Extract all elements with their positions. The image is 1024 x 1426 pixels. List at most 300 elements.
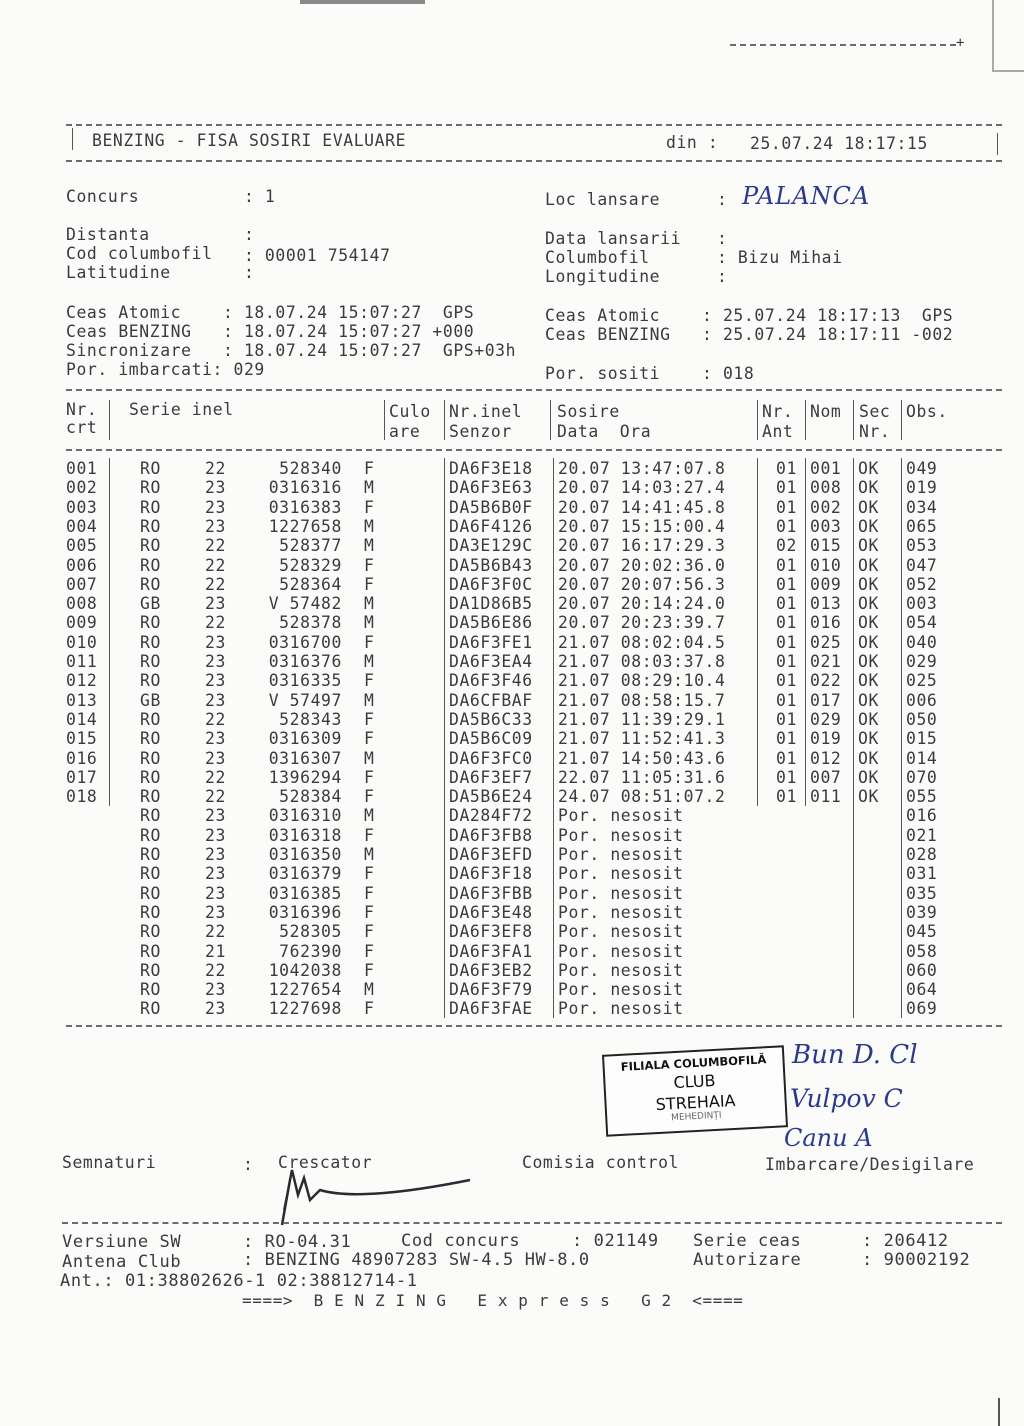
signature-comisia-label: Comisia control bbox=[522, 1153, 680, 1172]
cell-country: RO bbox=[140, 806, 161, 826]
cell-country: RO bbox=[140, 497, 161, 517]
cell-year: 22 bbox=[205, 922, 226, 942]
col-culoare-2: are bbox=[389, 422, 421, 441]
cell-arrival: 20.07 20:14:24.0 bbox=[558, 594, 726, 614]
cell-sensor: DA6F3FA1 bbox=[449, 941, 533, 961]
cell-arrival: 21.07 08:03:37.8 bbox=[558, 652, 726, 671]
right-ceas-benzing: Ceas BENZING : 25.07.24 18:17:11 -002 bbox=[545, 325, 954, 344]
cell-country: RO bbox=[140, 516, 161, 536]
cell-ring-number: 1227658 bbox=[258, 516, 342, 536]
cell-crt: 006 bbox=[66, 555, 98, 575]
footer-top-line bbox=[62, 1222, 1002, 1224]
cell-nom: 021 bbox=[810, 652, 842, 671]
stamp-line-3: STREHAIA bbox=[655, 1090, 736, 1115]
header-bottom-line bbox=[66, 160, 1002, 162]
cell-sec: OK bbox=[858, 478, 879, 498]
hdr-div-serie bbox=[384, 400, 385, 440]
cell-year: 23 bbox=[205, 516, 226, 536]
body-div-crt bbox=[109, 458, 110, 806]
cell-arrival: 21.07 11:39:29.1 bbox=[558, 709, 726, 729]
cell-nom: 009 bbox=[810, 574, 842, 594]
cell-sex: F bbox=[364, 883, 375, 903]
cell-arrival: 20.07 20:02:36.0 bbox=[558, 555, 726, 575]
cell-country: RO bbox=[140, 999, 161, 1019]
cell-year: 23 bbox=[205, 632, 226, 652]
cell-ring-number: 0316307 bbox=[258, 748, 342, 768]
cell-sensor: DA6F3F18 bbox=[449, 864, 533, 884]
cell-sensor: DA6F3F46 bbox=[449, 671, 533, 691]
hdr-div-sec bbox=[901, 400, 902, 440]
cell-year: 23 bbox=[205, 980, 226, 1000]
plus-mark: + bbox=[956, 35, 965, 51]
latitudine-value: : bbox=[244, 263, 255, 282]
body-div-senzor bbox=[553, 458, 554, 1018]
cell-year: 23 bbox=[205, 478, 226, 498]
cell-sex: M bbox=[364, 980, 375, 1000]
cell-arrival: 20.07 16:17:29.3 bbox=[558, 536, 726, 556]
col-sec-2: Nr. bbox=[859, 422, 891, 441]
cell-arrival: Por. nesosit bbox=[558, 922, 684, 942]
cell-ring-number: 0316335 bbox=[258, 671, 342, 691]
cell-sex: F bbox=[364, 787, 375, 807]
cell-obs: 050 bbox=[906, 709, 938, 729]
cell-year: 22 bbox=[205, 574, 226, 594]
cell-sex: F bbox=[364, 767, 375, 787]
cell-ring-number: 528305 bbox=[258, 922, 342, 942]
cell-ring-number: 0316316 bbox=[258, 478, 342, 498]
data-lansarii-label: Data lansarii bbox=[545, 229, 682, 248]
cell-country: RO bbox=[140, 864, 161, 884]
cell-nom: 029 bbox=[810, 709, 842, 729]
cell-year: 22 bbox=[205, 767, 226, 787]
col-nr-ant-2: Ant bbox=[762, 422, 794, 441]
col-nom: Nom bbox=[810, 402, 842, 421]
cell-sensor: DA5B6E24 bbox=[449, 787, 533, 807]
cell-obs: 060 bbox=[906, 960, 938, 980]
cod-concurs-value: : 021149 bbox=[572, 1231, 659, 1251]
cell-year: 21 bbox=[205, 941, 226, 961]
cell-ring-number: V 57482 bbox=[268, 594, 342, 614]
cell-crt: 007 bbox=[66, 574, 98, 594]
cell-antenna: 01 bbox=[776, 787, 797, 807]
cell-year: 23 bbox=[205, 864, 226, 884]
cell-ring-number: 0316318 bbox=[258, 825, 342, 845]
cell-sex: F bbox=[364, 864, 375, 884]
cell-obs: 049 bbox=[906, 459, 938, 478]
hdr-div-culoare bbox=[444, 400, 445, 440]
cell-country: GB bbox=[140, 690, 161, 710]
cell-country: RO bbox=[140, 883, 161, 903]
cell-antenna: 01 bbox=[776, 709, 797, 729]
cell-ring-number: 0316376 bbox=[258, 652, 342, 671]
cell-arrival: Por. nesosit bbox=[558, 902, 684, 922]
hdr-div-nom bbox=[853, 400, 854, 440]
stamp-line-2: CLUB bbox=[673, 1070, 716, 1093]
hdr-div-sosire bbox=[757, 400, 758, 440]
signature-control-1: Bun D. Cl bbox=[792, 1040, 918, 1070]
cell-sec: OK bbox=[858, 613, 879, 633]
concurs-value: : 1 bbox=[244, 187, 276, 206]
cell-crt: 013 bbox=[66, 690, 98, 710]
cell-antenna: 01 bbox=[776, 555, 797, 575]
cell-ring-number: 0316385 bbox=[258, 883, 342, 903]
cell-year: 23 bbox=[205, 652, 226, 671]
col-nr-crt-2: crt bbox=[66, 418, 98, 437]
serie-ceas-value: : 206412 bbox=[862, 1231, 949, 1251]
header-right-bar bbox=[997, 133, 998, 155]
cell-country: RO bbox=[140, 980, 161, 1000]
columbofil-value: : Bizu Mihai bbox=[717, 248, 843, 267]
cell-arrival: 20.07 13:47:07.8 bbox=[558, 459, 726, 478]
cell-country: RO bbox=[140, 845, 161, 864]
antena-label: Antena Club bbox=[62, 1252, 182, 1272]
cell-arrival: Por. nesosit bbox=[558, 845, 684, 864]
stamp-line-1: FILIALA COLUMBOFILĂ bbox=[620, 1052, 767, 1074]
cell-obs: 065 bbox=[906, 516, 938, 536]
cell-sex: M bbox=[364, 690, 375, 710]
latitudine-label: Latitudine bbox=[66, 263, 171, 282]
cell-sex: F bbox=[364, 632, 375, 652]
cell-crt: 014 bbox=[66, 709, 98, 729]
cell-obs: 058 bbox=[906, 941, 938, 961]
cell-ring-number: 1227654 bbox=[258, 980, 342, 1000]
col-obs: Obs. bbox=[906, 402, 948, 421]
cell-year: 23 bbox=[205, 671, 226, 691]
cell-country: RO bbox=[140, 709, 161, 729]
cell-crt: 010 bbox=[66, 632, 98, 652]
cell-year: 23 bbox=[205, 902, 226, 922]
cell-crt: 002 bbox=[66, 478, 98, 498]
header-top-line bbox=[66, 124, 1002, 126]
cell-sex: F bbox=[364, 709, 375, 729]
cell-sensor: DA6F3E18 bbox=[449, 459, 533, 478]
cell-nom: 002 bbox=[810, 497, 842, 517]
cell-arrival: Por. nesosit bbox=[558, 806, 684, 826]
cell-crt: 009 bbox=[66, 613, 98, 633]
cell-ring-number: 0316700 bbox=[258, 632, 342, 652]
cell-ring-number: 1042038 bbox=[258, 960, 342, 980]
header-left-bar bbox=[72, 128, 73, 150]
cell-crt: 011 bbox=[66, 652, 98, 671]
cell-ring-number: 762390 bbox=[258, 941, 342, 961]
cell-antenna: 01 bbox=[776, 516, 797, 536]
cell-sex: F bbox=[364, 459, 375, 478]
cell-arrival: 21.07 08:02:04.5 bbox=[558, 632, 726, 652]
cell-arrival: 20.07 14:03:27.4 bbox=[558, 478, 726, 498]
cell-sex: M bbox=[364, 516, 375, 536]
longitudine-value: : bbox=[717, 267, 728, 286]
cell-sex: M bbox=[364, 536, 375, 556]
cell-obs: 025 bbox=[906, 671, 938, 691]
benzing-express-banner: ====> B E N Z I N G E x p r e s s G 2 <==== bbox=[242, 1291, 744, 1310]
cell-sensor: DA6F3FAE bbox=[449, 999, 533, 1019]
cell-ring-number: 528343 bbox=[258, 709, 342, 729]
cell-nom: 013 bbox=[810, 594, 842, 614]
cell-year: 22 bbox=[205, 555, 226, 575]
cell-sensor: DA3E129C bbox=[449, 536, 533, 556]
cell-obs: 028 bbox=[906, 845, 938, 864]
report-title: BENZING - FISA SOSIRI EVALUARE bbox=[92, 131, 407, 150]
cell-sensor: DA6F3EA4 bbox=[449, 652, 533, 671]
cell-ring-number: 1227698 bbox=[258, 999, 342, 1019]
cell-arrival: 20.07 20:23:39.7 bbox=[558, 613, 726, 633]
body-div-culoare bbox=[444, 458, 445, 1018]
cell-obs: 015 bbox=[906, 729, 938, 749]
cell-arrival: 20.07 20:07:56.3 bbox=[558, 574, 726, 594]
cell-country: GB bbox=[140, 594, 161, 614]
cell-ring-number: 1396294 bbox=[258, 767, 342, 787]
body-div-ant bbox=[805, 458, 806, 806]
data-lansarii-value: : bbox=[717, 229, 728, 248]
cell-sex: F bbox=[364, 960, 375, 980]
cell-obs: 045 bbox=[906, 922, 938, 942]
cell-ring-number: 0316383 bbox=[258, 497, 342, 517]
cell-crt: 012 bbox=[66, 671, 98, 691]
cell-nom: 025 bbox=[810, 632, 842, 652]
body-div-nom bbox=[853, 458, 854, 1018]
hdr-div-crt bbox=[109, 400, 110, 440]
cod-concurs-label: Cod concurs bbox=[401, 1231, 521, 1251]
table-header-line bbox=[66, 449, 1002, 451]
loc-lansare-colon: : bbox=[717, 190, 728, 209]
cell-antenna: 01 bbox=[776, 632, 797, 652]
cell-obs: 035 bbox=[906, 883, 938, 903]
cell-year: 22 bbox=[205, 459, 226, 478]
cell-arrival: 21.07 08:29:10.4 bbox=[558, 671, 726, 691]
col-culoare-1: Culo bbox=[389, 402, 431, 421]
cell-country: RO bbox=[140, 748, 161, 768]
cell-antenna: 01 bbox=[776, 478, 797, 498]
cell-ring-number: 528377 bbox=[258, 536, 342, 556]
cell-obs: 064 bbox=[906, 980, 938, 1000]
cell-country: RO bbox=[140, 902, 161, 922]
cell-obs: 019 bbox=[906, 478, 938, 498]
table-bottom-line bbox=[66, 1025, 1002, 1027]
cell-sec: OK bbox=[858, 594, 879, 614]
col-nr-crt-1: Nr. bbox=[66, 400, 98, 419]
cell-sensor: DA5B6C09 bbox=[449, 729, 533, 749]
cell-arrival: Por. nesosit bbox=[558, 980, 684, 1000]
signature-control-2: Vulpov C bbox=[790, 1084, 903, 1113]
cell-year: 23 bbox=[205, 690, 226, 710]
cell-sex: M bbox=[364, 652, 375, 671]
cell-antenna: 01 bbox=[776, 613, 797, 633]
cell-nom: 003 bbox=[810, 516, 842, 536]
cell-ring-number: 528384 bbox=[258, 787, 342, 807]
cell-antenna: 01 bbox=[776, 767, 797, 787]
antena-value: : BENZING 48907283 SW-4.5 HW-8.0 bbox=[243, 1250, 590, 1270]
cell-ring-number: 528378 bbox=[258, 613, 342, 633]
cell-year: 22 bbox=[205, 613, 226, 633]
cell-sec: OK bbox=[858, 516, 879, 536]
cell-crt: 001 bbox=[66, 459, 98, 478]
cell-year: 23 bbox=[205, 497, 226, 517]
cell-arrival: Por. nesosit bbox=[558, 825, 684, 845]
cell-obs: 047 bbox=[906, 555, 938, 575]
cell-sec: OK bbox=[858, 497, 879, 517]
cell-crt: 015 bbox=[66, 729, 98, 749]
cell-arrival: Por. nesosit bbox=[558, 864, 684, 884]
cell-arrival: Por. nesosit bbox=[558, 941, 684, 961]
cell-ring-number: 0316309 bbox=[258, 729, 342, 749]
cell-country: RO bbox=[140, 574, 161, 594]
cell-obs: 039 bbox=[906, 902, 938, 922]
cell-obs: 052 bbox=[906, 574, 938, 594]
signature-control-3: Canu A bbox=[784, 1124, 873, 1152]
paper-bottom-mark bbox=[998, 1398, 1000, 1426]
cell-sec: OK bbox=[858, 671, 879, 691]
cell-obs: 029 bbox=[906, 652, 938, 671]
cell-country: RO bbox=[140, 671, 161, 691]
cell-crt: 016 bbox=[66, 748, 98, 768]
cell-sensor: DA284F72 bbox=[449, 806, 533, 826]
cell-sensor: DA6F3FC0 bbox=[449, 748, 533, 768]
col-nr-ant-1: Nr. bbox=[762, 402, 794, 421]
cell-country: RO bbox=[140, 536, 161, 556]
left-por-imbarcati: Por. imbarcati: 029 bbox=[66, 360, 265, 379]
cell-antenna: 01 bbox=[776, 459, 797, 478]
cell-country: RO bbox=[140, 922, 161, 942]
right-ceas-atomic: Ceas Atomic : 25.07.24 18:17:13 GPS bbox=[545, 306, 954, 325]
col-sosire-2: Data Ora bbox=[557, 422, 652, 441]
cell-sex: F bbox=[364, 574, 375, 594]
cell-year: 23 bbox=[205, 729, 226, 749]
cell-nom: 010 bbox=[810, 555, 842, 575]
cell-sensor: DA6F3FB8 bbox=[449, 825, 533, 845]
col-serie-inel: Serie inel bbox=[129, 400, 234, 419]
left-ceas-benzing: Ceas BENZING : 18.07.24 15:07:27 +000 bbox=[66, 322, 475, 341]
cell-nom: 001 bbox=[810, 459, 842, 478]
cell-nom: 022 bbox=[810, 671, 842, 691]
cell-year: 23 bbox=[205, 999, 226, 1019]
cell-year: 23 bbox=[205, 748, 226, 768]
cell-arrival: 20.07 15:15:00.4 bbox=[558, 516, 726, 536]
cell-obs: 070 bbox=[906, 767, 938, 787]
cell-country: RO bbox=[140, 459, 161, 478]
longitudine-label: Longitudine bbox=[545, 267, 661, 286]
cell-sensor: DA6F3F0C bbox=[449, 574, 533, 594]
cell-sex: M bbox=[364, 748, 375, 768]
cell-antenna: 02 bbox=[776, 536, 797, 556]
loc-lansare-handwritten: PALANCA bbox=[742, 182, 871, 210]
cell-obs: 021 bbox=[906, 825, 938, 845]
cell-sex: F bbox=[364, 671, 375, 691]
cell-obs: 055 bbox=[906, 787, 938, 807]
cell-sensor: DA5B6B0F bbox=[449, 497, 533, 517]
cell-obs: 069 bbox=[906, 999, 938, 1019]
cell-nom: 012 bbox=[810, 748, 842, 768]
cell-nom: 019 bbox=[810, 729, 842, 749]
cell-ring-number: 528329 bbox=[258, 555, 342, 575]
loc-lansare-label: Loc lansare bbox=[545, 190, 661, 209]
cell-sensor: DA6CFBAF bbox=[449, 690, 533, 710]
cell-obs: 040 bbox=[906, 632, 938, 652]
cell-ring-number: 0316379 bbox=[258, 864, 342, 884]
cell-antenna: 01 bbox=[776, 690, 797, 710]
cell-sec: OK bbox=[858, 767, 879, 787]
signatures-colon: : bbox=[243, 1155, 254, 1174]
cell-ring-number: 0316396 bbox=[258, 902, 342, 922]
stamp-line-4: MEHEDINȚI bbox=[670, 1110, 722, 1124]
cell-country: RO bbox=[140, 613, 161, 633]
cell-sec: OK bbox=[858, 555, 879, 575]
cell-arrival: 21.07 14:50:43.6 bbox=[558, 748, 726, 768]
cell-country: RO bbox=[140, 941, 161, 961]
paper-corner bbox=[992, 0, 1024, 72]
cell-country: RO bbox=[140, 632, 161, 652]
cell-sex: F bbox=[364, 555, 375, 575]
cell-antenna: 01 bbox=[776, 497, 797, 517]
cell-arrival: 21.07 11:52:41.3 bbox=[558, 729, 726, 749]
cell-country: RO bbox=[140, 825, 161, 845]
cell-nom: 008 bbox=[810, 478, 842, 498]
cell-sensor: DA6F3E48 bbox=[449, 902, 533, 922]
cell-year: 23 bbox=[205, 594, 226, 614]
cell-country: RO bbox=[140, 652, 161, 671]
cell-sensor: DA6F3EF7 bbox=[449, 767, 533, 787]
cell-crt: 008 bbox=[66, 594, 98, 614]
cell-crt: 003 bbox=[66, 497, 98, 517]
cell-sensor: DA6F3EF8 bbox=[449, 922, 533, 942]
cod-columbofil-value: : 00001 754147 bbox=[244, 246, 391, 265]
cell-country: RO bbox=[140, 787, 161, 807]
body-div-sec bbox=[901, 458, 902, 1018]
cell-antenna: 01 bbox=[776, 652, 797, 671]
cell-arrival: 21.07 08:58:15.7 bbox=[558, 690, 726, 710]
hdr-div-senzor bbox=[550, 400, 551, 440]
cell-arrival: 22.07 11:05:31.6 bbox=[558, 767, 726, 787]
cell-sensor: DA5B6C33 bbox=[449, 709, 533, 729]
distanta-value: : bbox=[244, 225, 255, 244]
cell-ring-number: V 57497 bbox=[268, 690, 342, 710]
cell-country: RO bbox=[140, 555, 161, 575]
cell-year: 22 bbox=[205, 709, 226, 729]
cell-nom: 007 bbox=[810, 767, 842, 787]
cell-arrival: Por. nesosit bbox=[558, 883, 684, 903]
cell-sensor: DA6F3F79 bbox=[449, 980, 533, 1000]
cell-sec: OK bbox=[858, 536, 879, 556]
cell-sensor: DA5B6B43 bbox=[449, 555, 533, 575]
top-dash-line bbox=[730, 44, 956, 46]
distanta-label: Distanta bbox=[66, 225, 150, 244]
cell-obs: 014 bbox=[906, 748, 938, 768]
signature-imbarcare-label: Imbarcare/Desigilare bbox=[765, 1155, 975, 1174]
cell-sex: M bbox=[364, 806, 375, 826]
cell-year: 23 bbox=[205, 845, 226, 864]
cell-arrival: Por. nesosit bbox=[558, 999, 684, 1019]
right-por-sositi: Por. sositi : 018 bbox=[545, 364, 755, 383]
cell-antenna: 01 bbox=[776, 729, 797, 749]
cell-sec: OK bbox=[858, 574, 879, 594]
autorizare-label: Autorizare bbox=[693, 1250, 802, 1270]
cell-country: RO bbox=[140, 729, 161, 749]
breeder-signature bbox=[270, 1140, 480, 1230]
date-label: din : bbox=[666, 133, 719, 152]
cell-sex: F bbox=[364, 497, 375, 517]
left-sincronizare: Sincronizare : 18.07.24 15:07:27 GPS+03h bbox=[66, 341, 517, 360]
paper-edge-mark bbox=[300, 0, 425, 4]
cell-sec: OK bbox=[858, 729, 879, 749]
cell-sensor: DA6F3EFD bbox=[449, 845, 533, 864]
cell-nom: 017 bbox=[810, 690, 842, 710]
cell-crt: 004 bbox=[66, 516, 98, 536]
cod-columbofil-label: Cod columbofil bbox=[66, 244, 213, 263]
cell-antenna: 01 bbox=[776, 748, 797, 768]
club-stamp bbox=[602, 1045, 788, 1136]
cell-sec: OK bbox=[858, 652, 879, 671]
cell-year: 23 bbox=[205, 883, 226, 903]
col-nr-inel-1: Nr.inel bbox=[449, 402, 523, 421]
